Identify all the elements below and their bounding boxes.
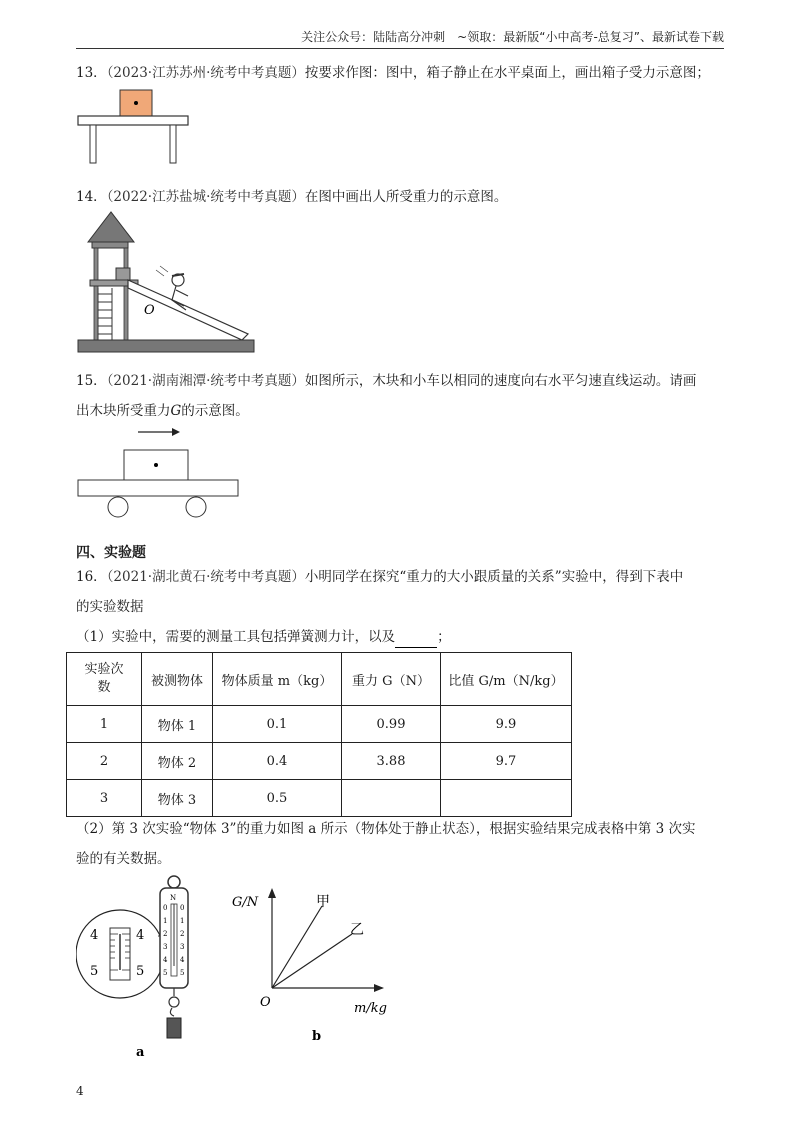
- line-jia: [272, 906, 322, 988]
- q16-part1: （1）实验中，需要的测量工具包括弹簧测力计，以及: [76, 629, 396, 645]
- data-table: [66, 652, 572, 817]
- question-16: [76, 566, 683, 588]
- table-cell: 物体 3: [142, 780, 213, 817]
- question-16-part1: [76, 626, 451, 648]
- x-axis-arrow: [374, 984, 384, 992]
- scale-hook: [169, 997, 179, 1007]
- table-cell: 物体 1: [142, 706, 213, 743]
- question-13: [76, 62, 710, 84]
- svg-text:2: 2: [163, 930, 168, 938]
- zoom-tick-4-left: 4: [90, 928, 99, 943]
- svg-text:3: 3: [180, 943, 185, 951]
- table-cell: 1: [67, 706, 142, 743]
- q15-text-line2-b: 的示意图。: [181, 403, 249, 419]
- y-axis-label: G/N: [232, 895, 259, 910]
- svg-text:1: 1: [180, 917, 185, 925]
- fig-a-spring-scale: [76, 874, 216, 1060]
- box-center-dot: [134, 101, 138, 105]
- ground: [78, 340, 254, 352]
- origin-label: O: [260, 995, 271, 1010]
- table-cell: 9.9: [441, 706, 572, 743]
- table-leg-right: [170, 125, 176, 163]
- table-cell: 9.7: [441, 743, 572, 780]
- q16-part1-end: ；: [437, 629, 451, 645]
- scale-top-ring: [168, 876, 180, 888]
- tower-post-left: [94, 248, 98, 340]
- q13-source: （2023·江苏苏州·统考中考真题）: [106, 65, 305, 81]
- cart-body: [78, 480, 238, 496]
- q16-source: （2021·湖北黄石·统考中考真题）: [106, 569, 305, 585]
- cart-wheel-left: [108, 497, 128, 517]
- table-cell-empty[interactable]: [342, 780, 441, 817]
- table-header-cell: 实验次数: [67, 653, 142, 706]
- question-16-line2: [76, 596, 144, 618]
- svg-text:2: 2: [180, 930, 185, 938]
- velocity-arrow-head: [172, 428, 180, 436]
- q15-text-line2-g: G: [170, 403, 182, 419]
- q16-part2-line1: （2）第 3 次实验“物体 3”的重力如图 a 所示（物体处于静止状态），根据实验结果完成表格中第 3 次实: [76, 821, 696, 837]
- section-title: 四、实验题: [76, 545, 146, 561]
- tower-post-right: [124, 248, 128, 340]
- cart-wheel-right: [186, 497, 206, 517]
- q14-text: 在图中画出人所受重力的示意图。: [304, 189, 508, 205]
- q14-label-o: O: [144, 303, 155, 318]
- fig-b-graph: [228, 886, 398, 1046]
- table-cell: 3: [67, 780, 142, 817]
- table-row: [67, 743, 572, 780]
- svg-text:4: 4: [163, 956, 168, 964]
- zoom-tick-4-right: 4: [136, 928, 145, 943]
- table-cell: 3.88: [342, 743, 441, 780]
- q13-number: 13．: [76, 65, 107, 81]
- table-cell: 0.5: [213, 780, 342, 817]
- tower-eave: [92, 242, 128, 248]
- svg-text:3: 3: [163, 943, 168, 951]
- table-cell: 0.1: [213, 706, 342, 743]
- question-15-line2: [76, 400, 249, 422]
- scale-hook-lower: [170, 1008, 174, 1016]
- scale-top-letter: N: [170, 894, 177, 902]
- question-14: [76, 186, 507, 208]
- header-text: 关注公众号：陆陆高分冲刺 ~领取：最新版“小中高考-总复习”、最新试卷下载: [301, 30, 724, 44]
- answer-blank[interactable]: [395, 633, 437, 648]
- question-16-part2: [76, 818, 696, 840]
- line-yi: [272, 934, 352, 988]
- q14-number: 14．: [76, 189, 107, 205]
- svg-text:1: 1: [163, 917, 168, 925]
- table-header-cell: 比值 G/m（N/kg）: [441, 653, 572, 706]
- q14-figure-slide: [76, 210, 256, 355]
- platform-block: [116, 268, 130, 280]
- q13-figure-table-box: [76, 86, 196, 166]
- q15-text-line2-a: 出木块所受重力: [76, 403, 171, 419]
- table-top: [78, 116, 188, 125]
- table-row: [67, 780, 572, 817]
- table-cell: 0.99: [342, 706, 441, 743]
- fig-b-caption: b: [312, 1029, 322, 1044]
- table-row: [67, 706, 572, 743]
- table-header-cell: 被测物体: [142, 653, 213, 706]
- zoom-tick-5-left: 5: [90, 964, 99, 979]
- q16-text-line1: 小明同学在探究“重力的大小跟质量的关系”实验中，得到下表中: [304, 569, 684, 585]
- page-number: 4: [76, 1084, 84, 1098]
- q16-number: 16．: [76, 569, 107, 585]
- table-cell: 物体 2: [142, 743, 213, 780]
- svg-text:4: 4: [180, 956, 185, 964]
- tower-roof: [88, 212, 134, 242]
- line-yi-label: 乙: [350, 922, 364, 938]
- table-cell-empty[interactable]: [441, 780, 572, 817]
- q16-part2-line2: 验的有关数据。: [76, 851, 171, 867]
- question-16-part2-line2: [76, 848, 171, 870]
- q15-source: （2021·湖南湘潭·统考中考真题）: [106, 373, 305, 389]
- y-axis-arrow: [268, 888, 276, 898]
- zoom-tick-5-right: 5: [136, 964, 145, 979]
- svg-text:5: 5: [180, 969, 185, 977]
- q14-source: （2022·江苏盐城·统考中考真题）: [106, 189, 305, 205]
- q15-number: 15．: [76, 373, 107, 389]
- x-axis-label: m/kg: [354, 1001, 387, 1016]
- page-header: [76, 22, 724, 49]
- table-header-row: [67, 653, 572, 706]
- q15-figure-cart: [76, 424, 242, 520]
- q15-text-line1: 如图所示，木块和小车以相同的速度向右水平匀速直线运动。请画: [304, 373, 697, 389]
- svg-text:0: 0: [180, 904, 185, 912]
- line-jia-label: 甲: [316, 894, 330, 910]
- question-15: [76, 370, 696, 392]
- q13-text: 按要求作图：图中，箱子静止在水平桌面上，画出箱子受力示意图；: [304, 65, 710, 81]
- table-header-cell: 物体质量 m（kg）: [213, 653, 342, 706]
- ladder: [98, 288, 112, 340]
- table-header-cell: 重力 G（N）: [342, 653, 441, 706]
- weight: [167, 1018, 181, 1038]
- table-leg-left: [90, 125, 96, 163]
- fig-a-caption: a: [136, 1045, 145, 1060]
- svg-text:5: 5: [163, 969, 168, 977]
- table-cell: 0.4: [213, 743, 342, 780]
- table-cell: 2: [67, 743, 142, 780]
- q16-text-line2: 的实验数据: [76, 599, 144, 615]
- svg-text:0: 0: [163, 904, 168, 912]
- block-center-dot: [154, 463, 158, 467]
